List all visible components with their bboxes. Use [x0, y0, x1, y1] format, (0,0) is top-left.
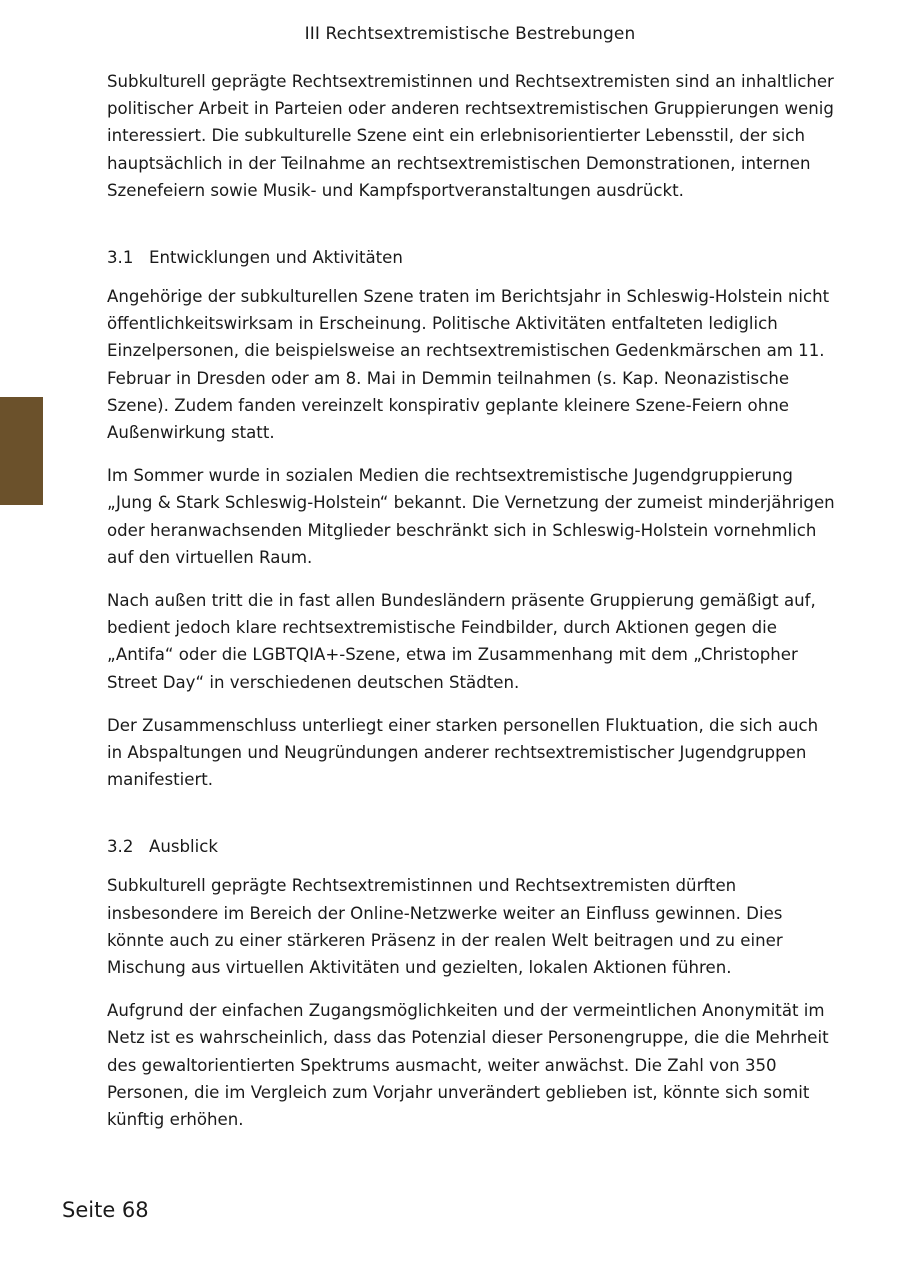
body-paragraph: Subkulturell geprägte Rechtsextremistinnen und Rechtsextremisten dürften insbesondere im Bereich der Online-Netzwerke weiter an Einfluss gewinnen. Dies könnte auch zu einer stärkeren Präsenz in der realen Welt beitragen und zu einer Mischung aus virtuellen Aktivitäten und gezielten, lokalen Aktionen führen.	[107, 876, 783, 978]
page-number: Seite 68	[62, 1198, 149, 1222]
intro-paragraph: Subkulturell geprägte Rechtsextremistinnen und Rechtsextremisten sind an inhaltlicher politischer Arbeit in Parteien oder anderen rechtsextremistischen Gruppierungen wenig interessiert. Die subkulturelle Szene eint ein erlebnisorientierter Lebensstil, der sich hauptsächlich in der Teilnahme an rechtsextremistischen Demonstrationen, internen Szenefeiern sowie Musik- und Kampfsportveranstaltungen ausdrückt.	[107, 72, 834, 200]
section-title: Ausblick	[149, 837, 219, 857]
body-paragraph: Nach außen tritt die in fast allen Bundesländern präsente Gruppierung gemäßigt auf, bedient jedoch klare rechtsextremistische Feindbilder, durch Aktionen gegen die „Antifa“ oder die LGBTQIA+-Szene, etwa im Zusammenhang mit dem „Christopher Street Day“ in verschiedenen deutschen Städten.	[107, 591, 816, 692]
section-title: Entwicklungen und Aktivitäten	[149, 248, 403, 268]
body-paragraph: Der Zusammenschluss unterliegt einer starken personellen Fluktuation, die sich auch in Abspaltungen und Neugründungen anderer rechtsextremistischer Jugendgruppen manifestiert.	[107, 715, 819, 790]
body-paragraph: Im Sommer wurde in sozialen Medien die rechtsextremistische Jugendgruppierung „Jung & Stark Schleswig-Holstein“ bekannt. Die Vernetzung der zumeist minderjährigen oder heranwachsenden Mitglieder beschränkt sich in Schleswig-Holstein vornehmlich auf den virtuellen Raum.	[107, 466, 835, 567]
body-paragraph: Angehörige der subkulturellen Szene traten im Berichtsjahr in Schleswig-Holstein nicht öffentlichkeitswirksam in Erscheinung. Politische Aktivitäten entfalteten lediglich Einzelpersonen, die beispielsweise an rechtsextremistischen Gedenkmärschen am 11. Februar in Dresden oder am 8. Mai in Demmin teilnahmen (s. Kap. Neonazistische Szene). Zudem fanden vereinzelt konspirativ geplante kleinere Szene-Feiern ohne Außenwirkung statt.	[107, 287, 830, 443]
body-paragraph: Aufgrund der einfachen Zugangsmöglichkeiten und der vermeintlichen Anonymität im Netz ist es wahrscheinlich, dass das Potenzial dieser Personengruppe, die die Mehrheit des gewaltorientierten Spektrums ausmacht, weiter anwächst. Die Zahl von 350 Personen, die im Vergleich zum Vorjahr unverändert geblieben ist, könnte sich somit künftig erhöhen.	[107, 1001, 829, 1130]
section-number: 3.1	[107, 248, 134, 268]
section-number: 3.2	[107, 837, 134, 857]
chapter-tab-marker	[0, 397, 43, 505]
section-heading-3-2	[107, 833, 837, 860]
page-content	[107, 68, 837, 1149]
section-heading-3-1	[107, 244, 837, 271]
running-header: III Rechtsextremistische Bestrebungen	[304, 24, 636, 44]
